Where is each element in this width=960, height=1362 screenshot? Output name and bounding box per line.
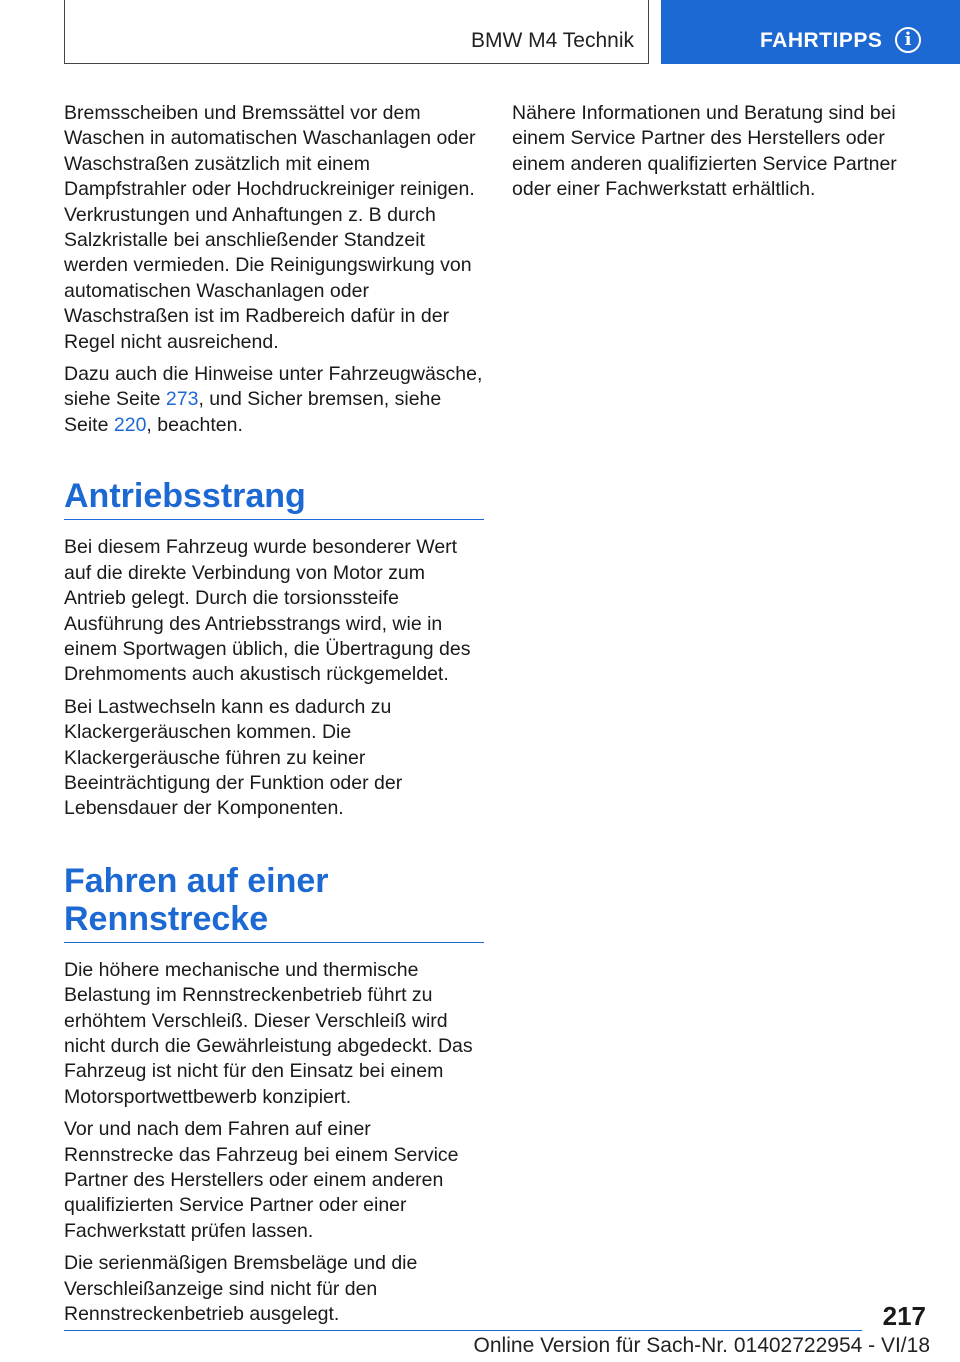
text: Dazu auch die Hinweise unter Fahrzeugwäsche, siehe Seite bbox=[64, 363, 483, 411]
paragraph: Bremsscheiben und Bremssättel vor dem Waschen in automatischen Waschanlagen oder Waschstraßen zusätzlich mit einem Dampfstrahler oder Hochdruckreiniger reinigen. Verkrustungen und Anhaftungen z. B durch Salzkristalle bei anschließender Standzeit werden vermieden. Die Reinigungswirkung von automatischen Waschanlagen oder Waschstraßen ist im Radbereich dafür in der Regel nicht ausreichend. bbox=[64, 102, 476, 353]
section-heading-antriebsstrang: Antriebsstrang bbox=[64, 477, 484, 520]
paragraph: Nähere Informationen und Beratung sind bei einem Service Partner des Herstellers oder einem anderen qualifizierten Service Partner oder einer Fachwerkstatt erhältlich. bbox=[512, 102, 897, 201]
footer-online-version: Online Version für Sach-Nr. 01402722954 - VI/18 bbox=[473, 1334, 930, 1357]
left-column bbox=[64, 101, 484, 1334]
paragraph: Vor und nach dem Fahren auf einer Rennstrecke das Fahrzeug bei einem Service Partner des Herstellers oder einem anderen qualifizierten Service Partner oder einer Fachwerkstatt prüfen lassen. bbox=[64, 1118, 459, 1242]
section-heading-rennstrecke: Fahren auf einer Rennstrecke bbox=[64, 862, 484, 943]
paragraph: Bei Lastwechseln kann es dadurch zu Klackergeräuschen kommen. Die Klackergeräusche führen zu keiner Beeinträchtigung der Funktion oder der Lebensdauer der Komponenten. bbox=[64, 695, 403, 820]
paragraph: Die höhere mechanische und thermische Belastung im Rennstreckenbetrieb führt zu erhöhtem Verschleiß. Dieser Verschleiß wird nicht durch die Gewährleistung abgedeckt. Das Fahrzeug ist nicht für den Einsatz bei einem Motorsportwettbewerb konzipiert. bbox=[64, 958, 473, 1108]
section-label: FAHRTIPPS bbox=[760, 29, 883, 52]
text: , und Sicher bremsen, siehe Seite bbox=[64, 388, 442, 436]
document-title: BMW M4 Technik bbox=[471, 29, 634, 52]
page-reference-link[interactable]: 220 bbox=[113, 413, 147, 436]
paragraph: Die serienmäßigen Bremsbeläge und die Verschleißanzeige sind nicht für den Rennstreckenbetrieb ausgelegt. bbox=[64, 1252, 418, 1326]
text: , beachten. bbox=[146, 413, 243, 436]
paragraph-with-references bbox=[64, 362, 484, 438]
page-reference-link[interactable]: 273 bbox=[165, 388, 199, 411]
header-title-box bbox=[64, 0, 649, 64]
footer-divider bbox=[64, 1330, 862, 1331]
paragraph: Bei diesem Fahrzeug wurde besonderer Wert auf die direkte Verbindung von Motor zum Antrieb gelegt. Durch die torsionssteife Ausführung des Antriebsstrangs wird, wie in einem Sportwagen üblich, die Übertragung des Drehmoments auch akustisch rückgemeldet. bbox=[64, 536, 471, 686]
section-tab[interactable] bbox=[661, 0, 960, 64]
info-icon: i bbox=[895, 27, 921, 53]
page-number: 217 bbox=[882, 1301, 926, 1331]
right-column bbox=[512, 101, 930, 210]
